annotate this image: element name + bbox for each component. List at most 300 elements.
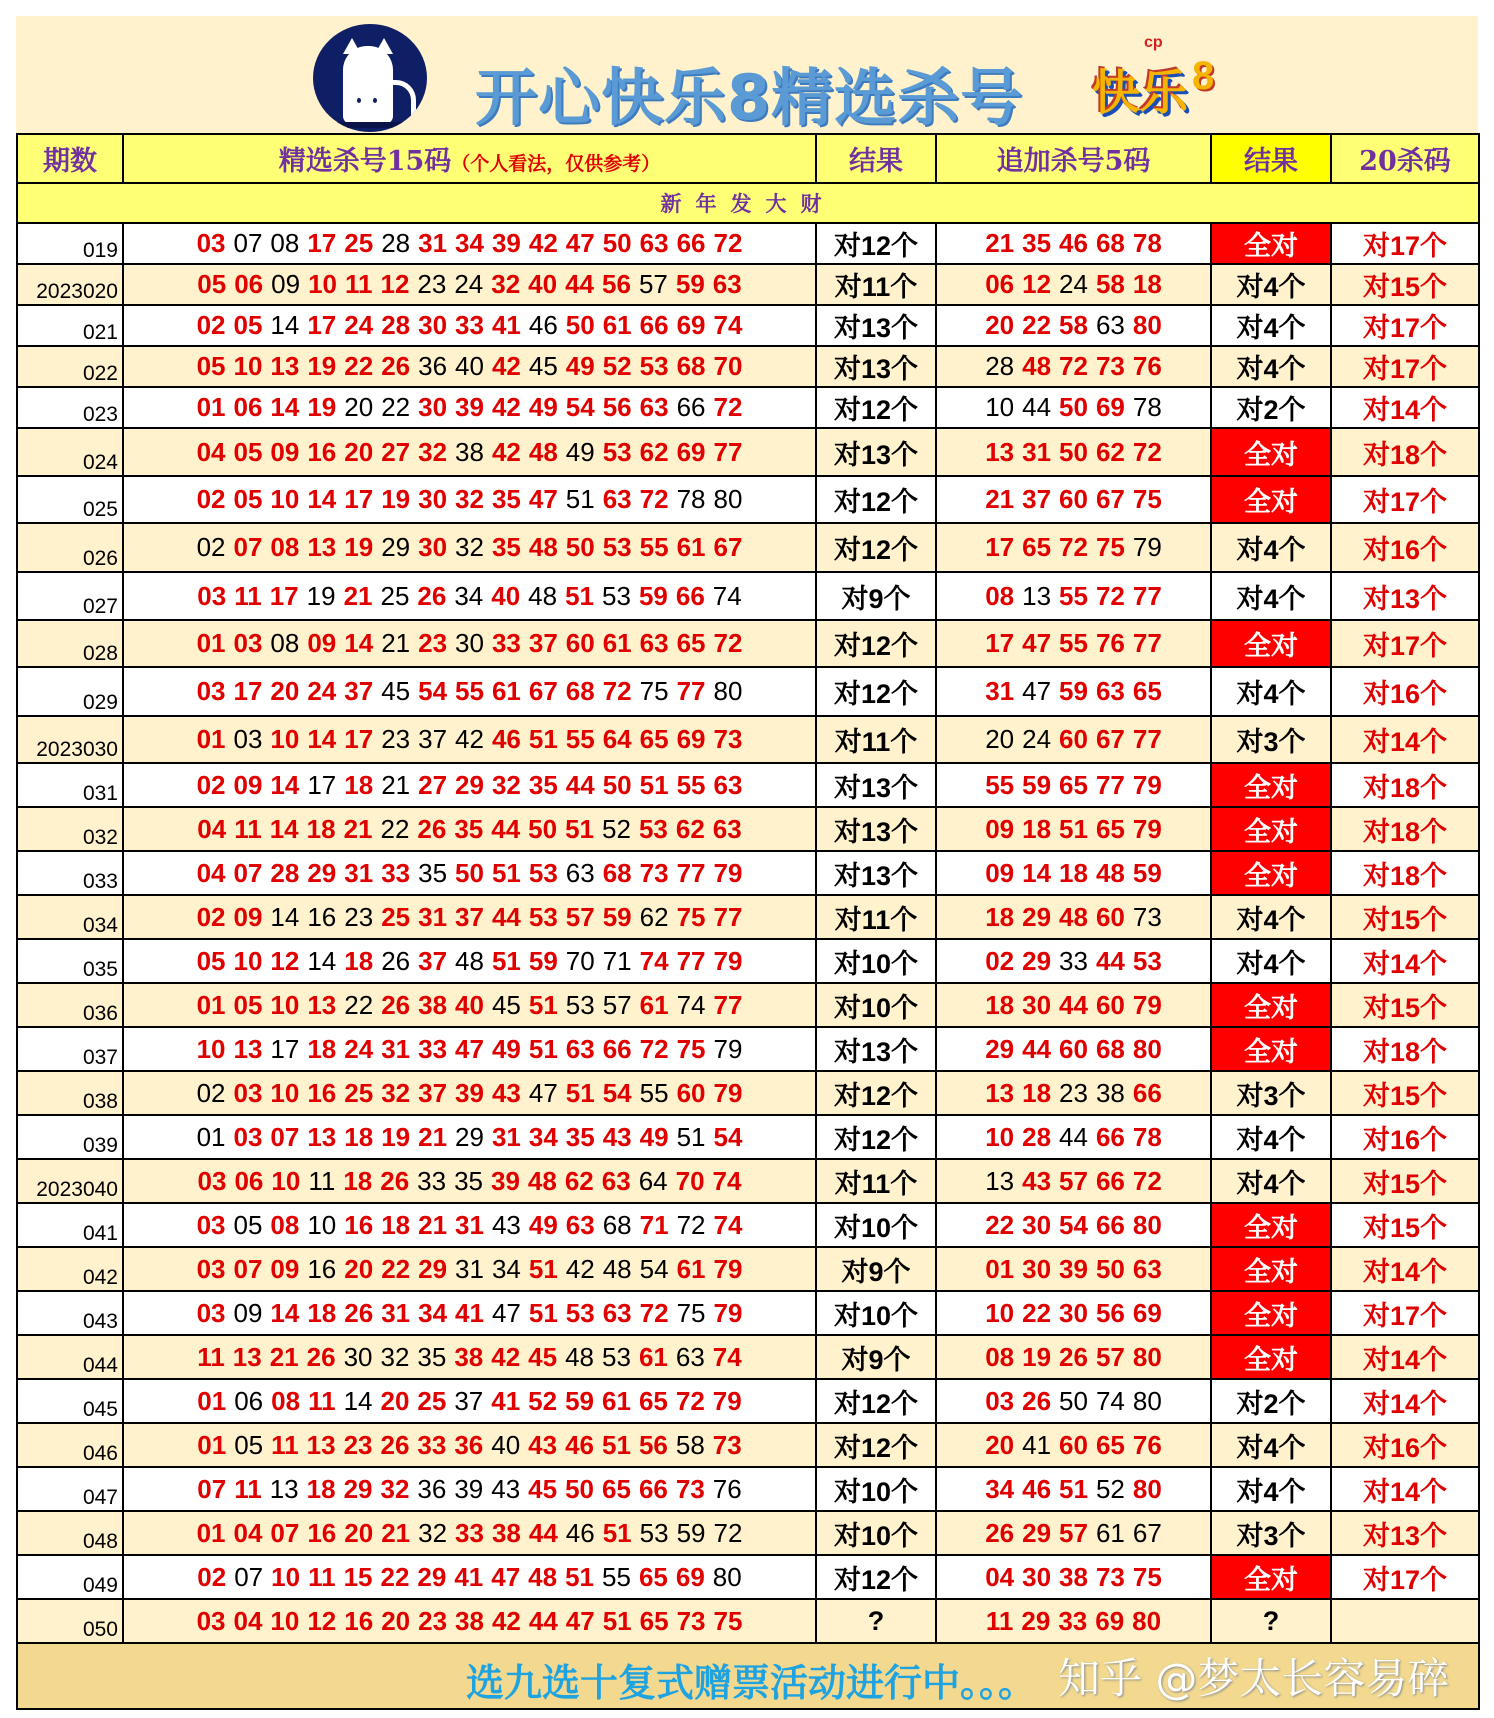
hit-number: 11 [234,1473,262,1504]
miss-number: 55 [639,1077,669,1108]
picks15-cell [123,346,816,387]
miss-number: 80 [1132,1385,1162,1416]
hit-number: 68 [1095,228,1125,258]
hit-number: 42 [491,436,521,467]
picks15-cell [123,1599,816,1643]
hit-number: 18 [306,813,336,844]
hit-number: 60 [1059,1033,1088,1064]
hit-number: 03 [196,1605,226,1636]
table-row [17,1599,1479,1643]
miss-number: 37 [454,1385,484,1416]
hit-number: 21 [985,484,1015,514]
miss-number: 05 [234,1429,264,1460]
hit-number: 01 [196,392,226,422]
hit-number: 02 [196,310,226,340]
hit-number: 46 [565,1429,595,1460]
hit-number: 61 [639,989,669,1020]
hit-number: 60 [1095,989,1125,1020]
miss-number: 38 [1095,1077,1125,1108]
hit-number: 61 [602,1385,631,1416]
period-cell: 021 [17,305,123,346]
hit-number: 79 [713,1253,743,1284]
hit-number: 53 [602,436,632,467]
hit-number: 40 [528,269,558,299]
result1-cell: 对10个 [816,983,936,1027]
hit-number: 09 [233,769,263,800]
hit-number: 31 [1022,436,1052,467]
result2-cell: 对4个 [1211,939,1331,983]
hit-number: 42 [491,392,521,422]
hit-number: 33 [418,1033,448,1064]
miss-number: 20 [985,724,1015,754]
picks15-cell [123,1203,816,1247]
hit-number: 34 [985,1473,1015,1504]
kill20-cell: 对17个 [1331,346,1479,387]
kill20-cell: 对16个 [1331,1115,1479,1159]
miss-number: 16 [307,901,337,932]
hit-number: 44 [565,269,595,299]
miss-number: 53 [602,1341,631,1372]
hit-number: 10 [271,1165,301,1196]
extra5-cell [936,851,1211,895]
hit-number: 72 [639,484,669,514]
table-row [17,1335,1479,1379]
hit-number: 01 [196,1517,226,1548]
hit-number: 26 [985,1517,1015,1548]
hit-number: 30 [1022,1209,1052,1240]
period-cell: 025 [17,476,123,523]
result1-cell: 对13个 [816,807,936,851]
hit-number: 67 [1095,484,1125,514]
hit-number: 63 [601,1165,631,1196]
hit-number: 04 [197,813,227,844]
hit-number: 23 [418,628,448,658]
hit-number: 44 [1022,1033,1052,1064]
miss-number: 31 [455,1253,484,1284]
miss-number: 74 [712,580,742,611]
hit-number: 51 [491,945,521,976]
table-row [17,763,1479,807]
period-cell: 2023020 [17,264,123,305]
picks15-cell [123,1291,816,1335]
period-cell: 031 [17,763,123,807]
table-row [17,346,1479,387]
hit-number: 61 [491,676,521,706]
miss-number: 45 [491,989,521,1020]
hit-number: 69 [1132,1297,1162,1328]
hit-number: 72 [713,392,743,422]
period-cell: 048 [17,1511,123,1555]
table-row [17,1159,1479,1203]
hit-number: 77 [1132,580,1162,611]
footer-row [17,1643,1479,1709]
result2-cell: 对4个 [1211,305,1331,346]
hit-number: 65 [1022,532,1052,562]
logo-text: 快乐 [1092,65,1189,121]
footer-cell [17,1643,1479,1709]
hit-number: 21 [381,1517,411,1548]
result1-cell: 对11个 [816,895,936,939]
hit-number: 77 [713,436,743,467]
hit-number: 50 [565,1473,595,1504]
hit-number: 74 [713,310,743,340]
hit-number: 65 [1095,813,1125,844]
hit-number: 59 [528,945,558,976]
picks15-cell [123,476,816,523]
hit-number: 77 [676,945,706,976]
miss-number: 72 [676,1209,706,1240]
hit-number: 57 [1059,1165,1088,1196]
hit-number: 77 [1132,628,1162,658]
hit-number: 10 [196,1033,226,1064]
hit-number: 31 [491,1121,521,1152]
cat-eye-icon [373,98,377,103]
picks15-cell [123,428,816,476]
hit-number: 01 [197,1385,227,1416]
miss-number: 30 [343,1341,373,1372]
result1-cell: 对11个 [816,264,936,305]
hit-number: 80 [1132,1033,1162,1064]
hit-number: 11 [308,1561,336,1592]
all-correct-badge: 全对 [1211,1203,1331,1247]
miss-number: 49 [565,436,595,467]
hit-number: 21 [418,1121,448,1152]
hit-number: 37 [344,676,374,706]
picks15-cell [123,1555,816,1599]
hit-number: 18 [344,1121,374,1152]
period-cell: 044 [17,1335,123,1379]
hit-number: 04 [985,1561,1015,1592]
hit-number: 63 [602,484,632,514]
hit-number: 13 [232,1341,262,1372]
kill20-cell: 对14个 [1331,716,1479,763]
picks15-cell [123,305,816,346]
hit-number: 32 [418,436,448,467]
hit-number: 13 [985,436,1015,467]
period-cell: 043 [17,1291,123,1335]
hit-number: 32 [381,1077,411,1108]
hit-number: 58 [1095,269,1125,299]
table-row [17,1203,1479,1247]
period-cell: 046 [17,1423,123,1467]
hit-number: 72 [1059,532,1088,562]
hit-number: 09 [985,857,1015,888]
hit-number: 77 [1132,724,1162,754]
hit-number: 38 [455,1605,484,1636]
hit-number: 08 [271,1385,301,1416]
hit-number: 19 [381,1121,411,1152]
result1-cell: 对11个 [816,716,936,763]
hit-number: 53 [602,532,632,562]
hit-number: 14 [344,628,374,658]
hit-number: 11 [271,1429,299,1460]
hit-number: 44 [1059,989,1088,1020]
hit-number: 61 [676,1253,706,1284]
hit-number: 20 [344,436,374,467]
extra5-cell [936,1379,1211,1423]
miss-number: 13 [1022,580,1052,611]
picks15-cell [123,1159,816,1203]
hit-number: 65 [1095,1429,1125,1460]
result1-cell: 对10个 [816,1511,936,1555]
miss-number: 59 [676,1517,706,1548]
hit-number: 29 [1022,945,1052,976]
miss-number: 43 [491,1209,521,1240]
hit-number: 68 [1095,1033,1125,1064]
hit-number: 16 [307,1517,337,1548]
miss-number: 08 [270,228,300,258]
miss-number: 63 [565,857,595,888]
miss-number: 67 [1132,1517,1162,1548]
hit-number: 25 [344,228,374,258]
hit-number: 66 [1095,1165,1125,1196]
hit-number: 66 [1095,1209,1125,1240]
result2-cell: 对2个 [1211,387,1331,428]
hit-number: 54 [565,392,595,422]
extra5-cell [936,305,1211,346]
miss-number: 48 [455,945,484,976]
hit-number: 50 [565,532,595,562]
hit-number: 44 [528,1605,558,1636]
hit-number: 63 [565,1209,595,1240]
miss-number: 63 [1095,310,1125,340]
hit-number: 61 [602,310,632,340]
hit-number: 51 [565,813,595,844]
table-row [17,1511,1479,1555]
hit-number: 72 [713,228,743,258]
miss-number: 73 [1132,901,1162,932]
picks15-cell [123,264,816,305]
hit-number: 18 [1022,1077,1052,1108]
miss-number: 53 [602,580,631,611]
result2-cell: 对4个 [1211,1423,1331,1467]
miss-number: 46 [528,310,558,340]
miss-number: 80 [713,484,743,514]
miss-number: 33 [1059,945,1088,976]
miss-number: 25 [380,580,410,611]
result2-cell: 对4个 [1211,346,1331,387]
result1-cell: 对13个 [816,763,936,807]
hit-number: 31 [418,228,448,258]
kill20-cell: 对16个 [1331,667,1479,716]
hit-number: 66 [602,1033,632,1064]
miss-number: 75 [639,676,669,706]
hit-number: 42 [491,1341,521,1372]
result1-cell: 对13个 [816,346,936,387]
picks15-label: 精选杀号15码 [278,146,452,177]
hit-number: 59 [1059,676,1088,706]
cat-eye-icon [357,98,361,103]
hit-number: 44 [1095,945,1125,976]
hit-number: 55 [639,532,669,562]
hit-number: 75 [1095,532,1125,562]
hit-number: 72 [1059,351,1088,381]
hit-number: 35 [491,532,521,562]
hit-number: 41 [491,1385,521,1416]
result1-cell: 对12个 [816,223,936,264]
extra5-cell [936,983,1211,1027]
hit-number: 54 [713,1121,743,1152]
hit-number: 43 [491,1077,521,1108]
hit-number: 69 [1095,392,1125,422]
miss-number: 53 [565,989,595,1020]
hit-number: 18 [344,945,374,976]
hit-number: 02 [196,484,226,514]
hit-number: 44 [491,813,521,844]
col-header-picks15 [123,134,816,183]
hit-number: 66 [638,1473,668,1504]
hit-number: 13 [270,351,300,381]
hit-number: 51 [528,724,558,754]
picks15-cell [123,1115,816,1159]
hit-number: 20 [270,676,300,706]
hit-number: 03 [233,1077,263,1108]
all-correct-badge: 全对 [1211,1555,1331,1599]
hit-number: 29 [1022,1517,1052,1548]
kill20-cell: 对13个 [1331,1511,1479,1555]
miss-number: 02 [196,1077,226,1108]
extra5-cell [936,1159,1211,1203]
hit-number: 24 [344,1033,374,1064]
logo-eight: 8 [1192,54,1215,98]
hit-number: 65 [639,724,669,754]
period-cell: 022 [17,346,123,387]
hit-number: 35 [528,769,558,800]
hit-number: 12 [270,945,300,976]
hit-number: 50 [565,310,595,340]
kill20-cell: 对16个 [1331,1423,1479,1467]
hit-number: 13 [985,1077,1015,1108]
miss-number: 23 [417,269,447,299]
period-cell: 2023040 [17,1159,123,1203]
hit-number: 60 [1095,901,1125,932]
hit-number: 72 [639,1297,669,1328]
hit-number: 08 [985,580,1015,611]
hit-number: 80 [1132,1605,1162,1636]
hit-number: 74 [639,945,669,976]
hit-number: 09 [270,1253,300,1284]
hit-number: 45 [528,1341,558,1372]
result1-cell: 对12个 [816,387,936,428]
hit-number: 48 [1022,351,1052,381]
miss-number: 70 [565,945,595,976]
picks15-cell [123,983,816,1027]
hit-number: 01 [985,1253,1015,1284]
miss-number: 22 [344,989,374,1020]
kill20-cell: 对14个 [1331,939,1479,983]
result2-cell: 对3个 [1211,1071,1331,1115]
period-cell: 042 [17,1247,123,1291]
hit-number: 26 [381,989,411,1020]
hit-number: 25 [417,1385,447,1416]
hit-number: 34 [418,1297,448,1328]
hit-number: 51 [528,1297,558,1328]
hit-number: 62 [639,436,669,467]
hit-number: 02 [196,901,226,932]
hit-number: 66 [1095,1121,1125,1152]
hit-number: 42 [491,351,521,381]
hit-number: 30 [418,484,448,514]
hit-number: 22 [381,1253,411,1284]
hit-number: 47 [1022,628,1052,658]
miss-number: 17 [307,769,337,800]
table-row [17,1379,1479,1423]
picks15-cell [123,620,816,667]
hit-number: 25 [381,901,411,932]
picks15-cell [123,1027,816,1071]
col-header-kill20: 20杀码 [1331,134,1479,183]
cat-body-icon [343,46,393,124]
hit-number: 53 [528,901,558,932]
miss-number: 09 [271,269,301,299]
miss-number: 29 [455,1121,484,1152]
all-correct-badge: 全对 [1211,763,1331,807]
hit-number: 18 [381,1209,411,1240]
result1-cell: 对12个 [816,1379,936,1423]
hit-number: 28 [270,857,300,888]
period-cell: 2023030 [17,716,123,763]
hit-number: 30 [1059,1297,1088,1328]
hit-number: 56 [602,269,631,299]
hit-number: 60 [565,628,595,658]
col-header-result2: 结果 [1211,134,1331,183]
hit-number: 62 [1095,436,1125,467]
hit-number: 59 [1132,857,1162,888]
hit-number: 05 [233,436,263,467]
hit-number: 21 [418,1209,448,1240]
miss-number: 14 [270,901,300,932]
extra5-cell [936,807,1211,851]
extra5-cell [936,346,1211,387]
hit-number: 39 [491,1165,520,1196]
miss-number: 58 [675,1429,705,1460]
banner-text: 新年发大财 [17,183,1479,223]
miss-number: 24 [454,269,484,299]
miss-number: 57 [602,989,632,1020]
hit-number: 63 [639,392,669,422]
hit-number: 53 [1132,945,1162,976]
hit-number: 03 [196,676,226,706]
extra5-cell [936,895,1211,939]
miss-number: 80 [712,1561,742,1592]
kill20-cell: 对13个 [1331,572,1479,620]
table-row [17,620,1479,667]
hit-number: 28 [381,310,411,340]
hit-number: 51 [602,1605,632,1636]
all-correct-badge: 全对 [1211,1027,1331,1071]
hit-number: 05 [233,310,263,340]
hit-number: 22 [1022,1297,1052,1328]
hit-number: 60 [1059,1429,1088,1460]
miss-number: 80 [713,676,743,706]
kill20-cell: 对15个 [1331,1203,1479,1247]
hit-number: 39 [491,228,521,258]
hit-number: 14 [270,392,300,422]
hit-number: 68 [602,857,632,888]
hit-number: 66 [1132,1077,1162,1108]
hit-number: 37 [418,1077,448,1108]
miss-number: 68 [602,1209,632,1240]
hit-number: 10 [270,1605,300,1636]
hit-number: 55 [1059,628,1088,658]
hit-number: 30 [418,310,448,340]
hit-number: 09 [270,436,300,467]
period-cell: 037 [17,1027,123,1071]
hit-number: 76 [1132,1429,1162,1460]
hit-number: 48 [528,532,558,562]
miss-number: 02 [196,532,226,562]
miss-number: 72 [713,1517,743,1548]
